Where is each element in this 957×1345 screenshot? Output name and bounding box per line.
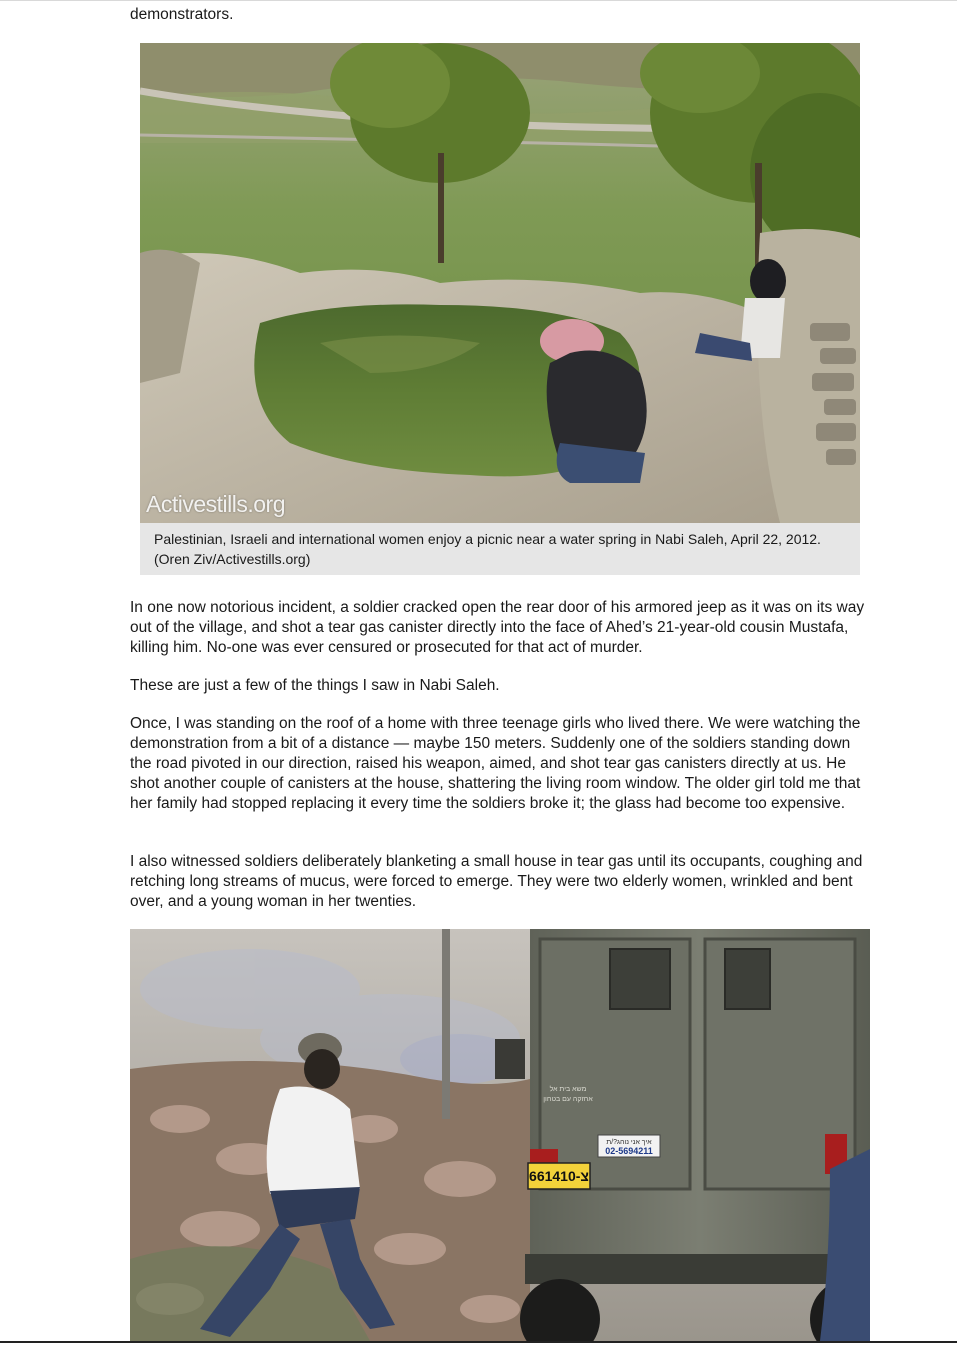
paragraph-1: In one now notorious incident, a soldier cracked open the rear door of his armored jeep as it was on its way out of the village, and shot a tear gas canister directly into the face of Ahed’s 21-year-old cousin Mustafa, killing him. No-one was ever censured or prosecuted for that act of murder.	[130, 599, 865, 656]
figure-water-spring	[140, 43, 860, 575]
paragraph-4: I also witnessed soldiers deliberately blanketing a small house in tear gas until its occupants, coughing and retching long streams of mucus, were forced to emerge. They were two elderly women, wrinkled and bent over, and a young woman in her twenties.	[130, 853, 863, 910]
door-text-line2: אחזקה עם בטחון	[543, 1096, 593, 1103]
water-spring-image	[140, 43, 860, 523]
armored-jeep	[495, 929, 870, 1341]
door-text-line1: משא בית אל	[549, 1086, 587, 1093]
paragraph-3: Once, I was standing on the roof of a home with three teenage girls who lived there. We were watching the demonstration from a bit of a distance — maybe 150 meters. Suddenly one of the soldiers standing down the road pivoted in our direction, raised his weapon, aimed, and shot tear gas canisters directly at us. He shot another couple of canisters at the house, shattering the living room window. The older girl told me that her family had stopped replacing it every time the soldiers broke it; the glass had become too expensive.	[130, 715, 861, 812]
top-border	[0, 0, 957, 1]
paragraph-2: These are just a few of the things I saw in Nabi Saleh.	[130, 677, 500, 694]
intro-fragment: demonstrators.	[130, 6, 234, 23]
figure-caption: Palestinian, Israeli and international women enjoy a picnic near a water spring in Nabi Saleh, April 22, 2012. (Oren Ziv/Activestills.org)	[140, 523, 860, 575]
bottom-border	[0, 1341, 957, 1343]
photo-water-spring	[140, 43, 860, 523]
photo-armored-jeep	[130, 929, 870, 1341]
photo-watermark: Activestills.org	[146, 491, 285, 517]
door-sticker-phone: 02-5694211	[605, 1146, 653, 1156]
armored-jeep-image	[130, 929, 870, 1341]
license-plate-text: 661410-צ	[529, 1168, 589, 1184]
door-sticker-label: איך אני נוהג?/ת	[606, 1139, 652, 1146]
